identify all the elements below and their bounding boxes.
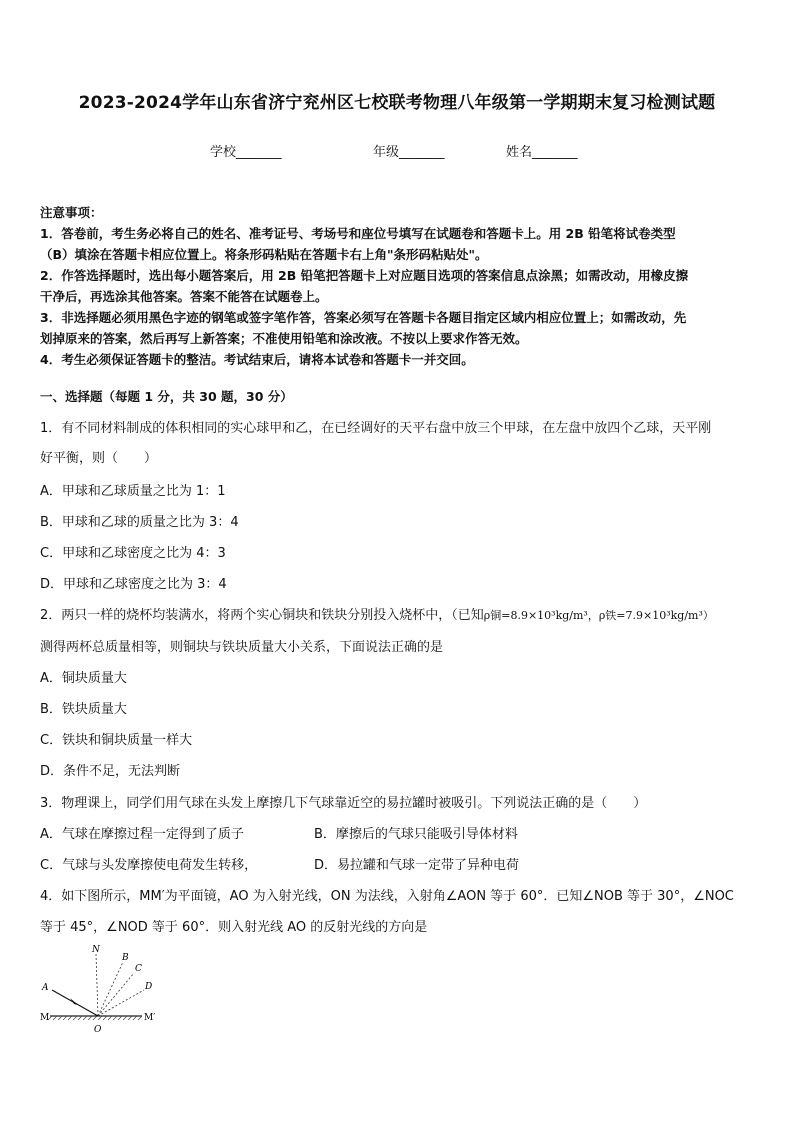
q2-rho-iron: ρ铁=7.9×10³kg/m³） [598,609,714,622]
q2-option-d: D．条件不足，无法判断 [40,764,181,779]
label-c: C [135,964,142,974]
q1-stem: 1．有不同材料制成的体积相同的实心球甲和乙，在已经调好的天平右盘中放三个甲球，在左盘中放四个乙球，天平刚 [40,421,712,436]
q4-stem-cont: 等于 45°，∠NOD 等于 60°．则入射光线 AO 的反射光线的方向是 [40,920,428,935]
q1-option-b: B．甲球和乙球的质量之比为 3：4 [40,515,239,530]
label-b: B [122,953,129,963]
label-d: D [145,982,153,992]
q1-option-d: D．甲球和乙球密度之比为 3：4 [40,577,227,592]
notice-line: 4．考生必须保证答题卡的整洁。考试结束后，请将本试卷和答题卡一并交回。 [40,352,474,367]
q3-option-c: C．气球与头发摩擦使电荷发生转移， [40,858,258,873]
section-heading: 一、选择题（每题 1 分，共 30 题，30 分） [40,389,293,404]
q2-option-b: B．铁块质量大 [40,702,127,717]
q3-option-b: B．摩擦后的气球只能吸引导体材料 [314,827,518,842]
q1-stem-cont: 好平衡，则（ ） [40,451,158,466]
name-field: 姓名_______ [506,145,578,160]
q2-rho-copper: ρ铜=8.9×10³kg/m³， [483,609,599,622]
notice-line: 1．答卷前，考生务必将自己的姓名、准考证号、考场号和座位号填写在试题卷和答题卡上。用 2B 铅笔将试卷类型 [40,226,676,241]
label-m-prime: M′ [144,1013,156,1023]
q3-option-a: A．气球在摩擦过程一定得到了质子 [40,827,244,842]
mirror-reflection-diagram [38,940,160,1040]
label-a: A [42,983,49,993]
notice-heading: 注意事项： [40,205,103,220]
school-field: 学校_______ [210,145,282,160]
q3-option-d: D．易拉罐和气球一定带了异种电荷 [314,858,520,873]
notice-line: 干净后，再选涂其他答案。答案不能答在试题卷上。 [40,289,328,304]
q1-option-c: C．甲球和乙球密度之比为 4：3 [40,546,226,561]
q2-stem-text: 2．两只一样的烧杯均装满水，将两个实心铜块和铁块分别投入烧杯中，（已知 [40,608,484,623]
page-title: 2023-2024学年山东省济宁兖州区七校联考物理八年级第一学期期末复习检测试题 [78,93,716,113]
ray-od [98,990,144,1016]
q2-stem-cont: 测得两杯总质量相等，则铜块与铁块质量大小关系，下面说法正确的是 [40,640,444,655]
ray-ob [98,962,123,1016]
normal-line [96,954,98,1016]
ray-oc [98,973,134,1016]
arrow-icon [70,998,78,1005]
q4-stem: 4．如下图所示，MM′为平面镜，AO 为入射光线，ON 为法线，入射角∠AON 等于 60°．已知∠NOB 等于 30°，∠NOC [40,889,734,904]
label-n: N [92,945,100,955]
label-o: O [94,1025,102,1035]
q2-option-a: A．铜块质量大 [40,671,127,686]
notice-line: （B）填涂在答题卡相应位置上。将条形码粘贴在答题卡右上角"条形码粘贴处"。 [40,247,488,262]
q2-option-c: C．铁块和铜块质量一样大 [40,733,193,748]
q3-stem: 3．物理课上，同学们用气球在头发上摩擦几下气球靠近空的易拉罐时被吸引。下列说法正确的是（ ） [40,796,647,811]
label-m: M [40,1013,50,1023]
notice-line: 3．非选择题必须用黑色字迹的钢笔或签字笔作答，答案必须写在答题卡各题目指定区域内相应位置上；如需改动，先 [40,310,687,325]
notice-line: 划掉原来的答案，然后再写上新答案；不准使用铅笔和涂改液。不按以上要求作答无效。 [40,331,528,346]
notice-line: 2．作答选择题时，选出每小题答案后，用 2B 铅笔把答题卡上对应题目选项的答案信息点涂黑；如需改动，用橡皮擦 [40,268,689,283]
q2-stem [40,604,714,623]
grade-field: 年级_______ [373,145,445,160]
q1-option-a: A．甲球和乙球质量之比为 1：1 [40,484,226,499]
